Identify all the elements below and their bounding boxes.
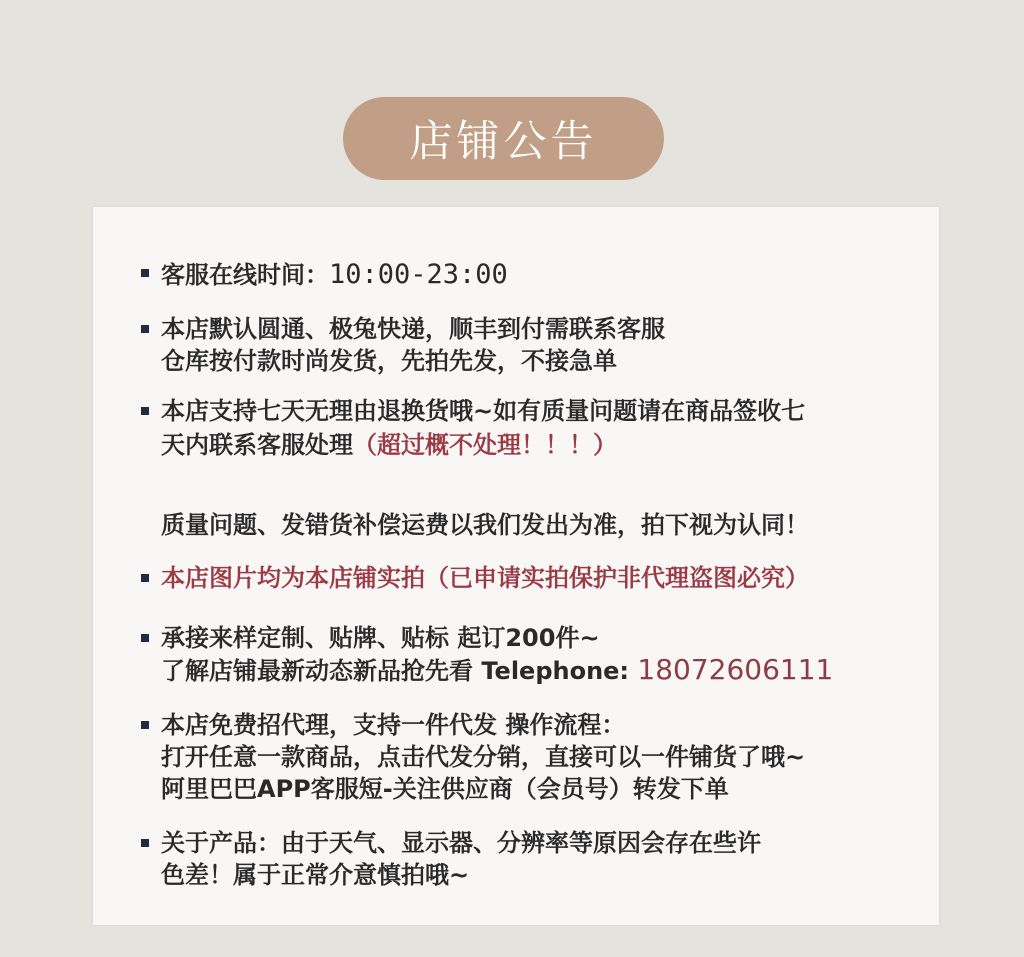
bullet-icon <box>141 634 149 642</box>
bullet-icon <box>141 407 149 415</box>
shipping-line-1: 本店默认圆通、极兔快递，顺丰到付需联系客服 <box>161 315 665 343</box>
service-hours-line <box>161 261 508 288</box>
notice-title-pill <box>343 97 664 180</box>
returns-line-2 <box>161 433 617 457</box>
agent-line-1: 本店免费招代理，支持一件代发 操作流程： <box>161 711 626 739</box>
agent-line-2: 打开任意一款商品，点击代发分销，直接可以一件铺货了哦~ <box>161 743 806 771</box>
returns-line-2-text: 天内联系客服处理 <box>161 431 353 459</box>
custom-line-1: 承接来样定制、贴牌、贴标 起订200件~ <box>161 624 600 652</box>
bullet-icon <box>141 574 149 582</box>
quality-note: 质量问题、发错货补偿运费以我们发出为准，拍下视为认同！ <box>161 511 809 539</box>
agent-line-3: 阿里巴巴APP客服短-关注供应商（会员号）转发下单 <box>161 775 729 803</box>
notice-title: 店铺公告 <box>409 117 598 167</box>
custom-line-2 <box>161 653 834 686</box>
bullet-icon <box>141 721 149 729</box>
service-hours-label: 客服在线时间： <box>161 261 329 289</box>
telephone-number: 18072606111 <box>637 653 834 686</box>
product-line-1: 关于产品：由于天气、显示器、分辨率等原因会存在些许 <box>161 829 761 857</box>
product-line-2: 色差！属于正常介意慎拍哦~ <box>161 861 470 889</box>
bullet-icon <box>141 269 149 277</box>
photo-notice: 本店图片均为本店铺实拍（已申请实拍保护非代理盗图必究） <box>161 564 809 592</box>
bullet-icon <box>141 839 149 847</box>
custom-line-2-text: 了解店铺最新动态新品抢先看 Telephone: <box>161 657 630 685</box>
returns-warning-note: （超过概不处理！！！） <box>353 431 617 459</box>
bullet-icon <box>141 325 149 333</box>
notice-card <box>93 207 939 925</box>
returns-line-1: 本店支持七天无理由退换货哦~如有质量问题请在商品签收七 <box>161 397 806 425</box>
service-hours-value: 10:00-23:00 <box>329 259 508 290</box>
shipping-line-2: 仓库按付款时尚发货，先拍先发，不接急单 <box>161 347 617 375</box>
